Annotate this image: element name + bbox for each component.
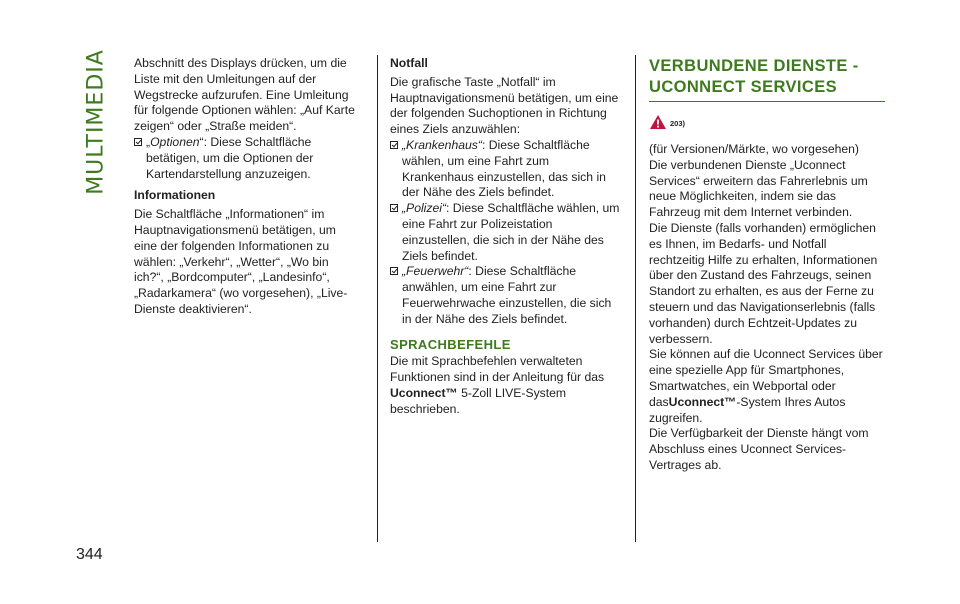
column-b — [390, 56, 620, 418]
page-number: 344 — [76, 546, 103, 563]
paragraph — [390, 354, 620, 417]
bullet-item-feuerwehr — [390, 264, 620, 327]
chapter-side-label-text: MULTIMEDIA — [83, 49, 109, 195]
paragraph: Die Verfügbarkeit der Dienste hängt vom Abschluss eines Uconnect Services-Vertrages ab. — [649, 426, 869, 472]
text-run: Sie können auf die Uconnect Services über eine spezielle App für Smartphones, Smartwatches, ein Webportal oder das — [649, 347, 883, 409]
bullet-item-polizei — [390, 201, 620, 264]
bullet-text: : Diese Schaltfläche wählen, um eine Fahrt zum Krankenhaus einzustellen, das sich in der Nähe des Ziels befindet. — [402, 137, 606, 200]
chapter-side-label — [76, 49, 116, 195]
checkbox-bullet-icon — [390, 267, 398, 275]
brand-name: Uconnect™ — [390, 385, 458, 400]
bullet-item-optionen — [134, 135, 360, 182]
paragraph: Die Dienste (falls vorhanden) ermöglichen es Ihnen, im Bedarfs- und Notfall rechtzeitig Hilfe zu erhalten, Informationen über den Zustand des Fahrzeugs, seinen Standort zu erhalten, es aus der Ferne zu steuern und das Navigationserlebnis (falls vorhanden) durch Echtzeit-Updates zu verbessern. — [649, 220, 878, 346]
bullet-text: : Diese Schaltfläche wählen, um eine Fahrt zur Polizeistation einzustellen, die sich in der Nähe des Ziels befindet. — [402, 201, 620, 263]
text-run: 5-Zoll LIVE-System beschrieben. — [390, 385, 567, 416]
bullet-item-krankenhaus — [390, 138, 620, 201]
bullet-text: : Diese Schaltfläche anwählen, um eine Fahrt zur Feuerwehrwache einzustellen, die sich in der Nähe des Ziels befindet. — [402, 264, 612, 326]
paragraph: Die verbundenen Dienste „Uconnect Services“ erweitern das Fahrerlebnis um neue Möglichkeiten, indem sie das Fahrzeug mit dem Internet verbinden. — [649, 157, 868, 220]
text-run: -System Ihres Autos zugreifen. — [649, 394, 846, 425]
bullet-emphasis: „Krankenhaus“ — [402, 137, 482, 152]
column-a — [134, 56, 360, 318]
bullet-prefix: „ — [146, 134, 151, 149]
heading-sprachbefehle: SPRACHBEFEHLE — [390, 336, 511, 352]
subheading-notfall: Notfall — [390, 56, 428, 70]
bullet-text: “: Diese Schaltfläche betätigen, um die Optionen der Kartendarstellung anzuzeigen. — [146, 134, 314, 181]
checkbox-bullet-icon — [390, 141, 398, 149]
warning-triangle-icon — [649, 114, 667, 130]
paragraph: Abschnitt des Displays drücken, um die Liste mit den Umleitungen auf der Wegstrecke aufzurufen. Eine Umleitung für folgende Optionen wählen: „Auf Karte zeigen“ oder „Straße meiden“. — [134, 56, 355, 134]
warning-ref-number: 203) — [670, 119, 686, 128]
column-divider-2 — [635, 55, 636, 542]
paragraph: Die grafische Taste „Notfall“ im Hauptnavigationsmenü betätigen, um eine der folgenden Suchoptionen in Richtung eines Ziels anzuwählen: — [390, 74, 619, 137]
text-run: Die mit Sprachbefehlen verwalteten Funktionen sind in der Anleitung für das — [390, 354, 605, 385]
section-title: VERBUNDENE DIENSTE - UCONNECT SERVICES — [649, 56, 885, 102]
paragraph: (für Versionen/Märkte, wo vorgesehen) — [649, 142, 859, 156]
checkbox-bullet-icon — [134, 138, 142, 146]
paragraph — [649, 347, 885, 426]
column-c — [649, 56, 885, 474]
bullet-emphasis: „Polizei“ — [402, 201, 447, 216]
column-divider-1 — [377, 55, 378, 542]
bullet-emphasis: „Feuerwehr“ — [402, 264, 469, 279]
brand-name: Uconnect™ — [668, 394, 737, 409]
checkbox-bullet-icon — [390, 204, 398, 212]
bullet-emphasis: Optionen — [150, 134, 200, 149]
warning-reference — [649, 114, 885, 130]
paragraph: Die Schaltfläche „Informationen“ im Hauptnavigationsmenü betätigen, um eine der folgenden Informationen zu wählen: „Verkehr“, „Wetter“, „Wo bin ich?“, „Bordcomputer“, „Landesinfo“, „Radarkamera“ (wo vorgesehen), „Live-Dienste deaktivieren“. — [134, 207, 348, 316]
subheading-informationen: Informationen — [134, 188, 216, 203]
